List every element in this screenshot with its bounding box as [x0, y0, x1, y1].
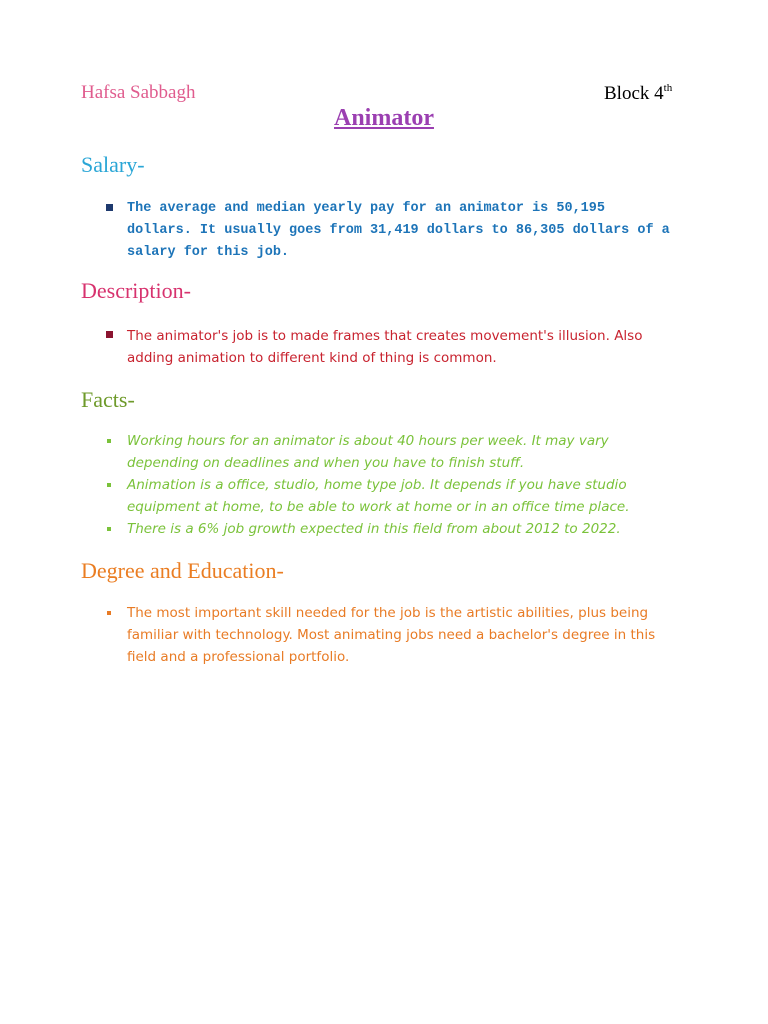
list-item [106, 198, 676, 264]
small-square-bullet-icon [107, 611, 111, 615]
list-item [106, 602, 676, 668]
description-list [106, 325, 676, 369]
block-label: Block 4 [604, 83, 664, 104]
description-item-text: The animator's job is to made frames that creates movement's illusion. Also adding animation to different kind of thing is common. [127, 328, 643, 366]
author-name: Hafsa Sabbagh [81, 82, 196, 103]
small-square-bullet-icon [107, 439, 111, 443]
facts-list [106, 430, 676, 540]
facts-item-text: There is a 6% job growth expected in this field from about 2012 to 2022. [127, 521, 621, 537]
description-heading: Description- [81, 278, 191, 303]
small-square-bullet-icon [107, 527, 111, 531]
facts-heading: Facts- [81, 387, 135, 412]
small-square-bullet-icon [107, 483, 111, 487]
salary-heading: Salary- [81, 152, 145, 177]
facts-item-text: Working hours for an animator is about 40 hours per week. It may vary depending on deadlines and when you have to finish stuff. [127, 433, 609, 471]
degree-list [106, 602, 676, 668]
square-bullet-icon [106, 331, 113, 338]
list-item [106, 430, 676, 474]
block-suffix: th [663, 82, 673, 94]
class-block [604, 82, 672, 105]
salary-item-text: The average and median yearly pay for an animator is 50,195 dollars. It usually goes from 31,419 dollars to 86,305 dollars of a salary for this job. [127, 201, 670, 260]
list-item [106, 325, 676, 369]
facts-item-text: Animation is a office, studio, home type job. It depends if you have studio equipment at home, to be able to work at home or in an office time place. [127, 477, 630, 515]
document-title: Animator [334, 105, 434, 131]
square-bullet-icon [106, 204, 113, 211]
salary-list [106, 198, 676, 264]
list-item [106, 518, 676, 540]
degree-item-text: The most important skill needed for the job is the artistic abilities, plus being familiar with technology. Most animating jobs need a bachelor's degree in this field and a professional portfolio. [127, 605, 656, 665]
degree-heading: Degree and Education- [81, 558, 284, 583]
list-item [106, 474, 676, 518]
